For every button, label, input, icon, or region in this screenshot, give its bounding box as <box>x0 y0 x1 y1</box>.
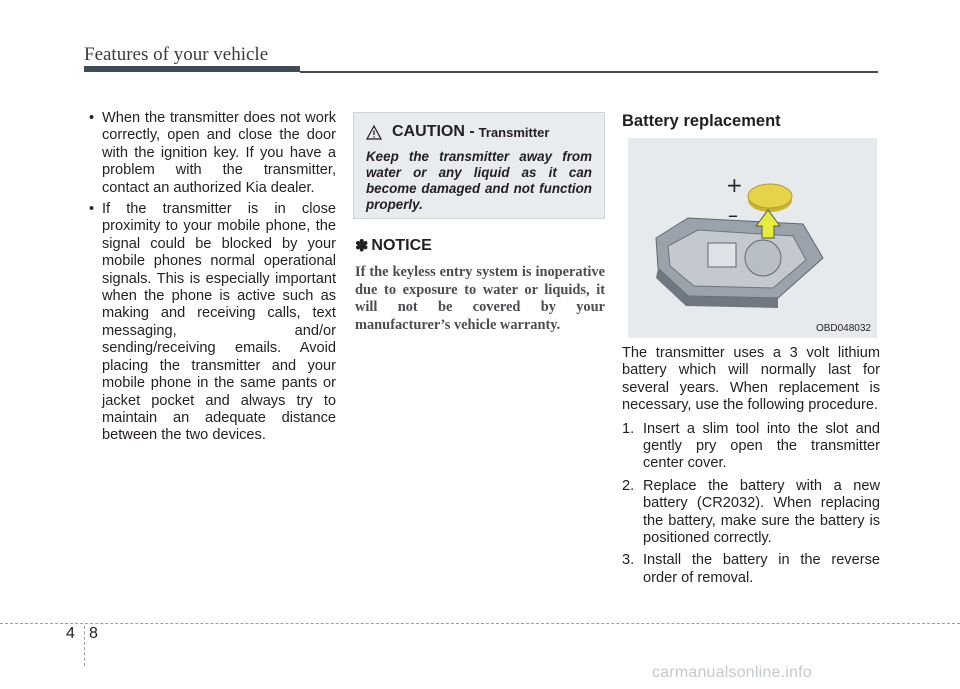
battery-section-title: Battery replacement <box>622 112 781 130</box>
footer-divider <box>84 626 85 666</box>
chapter-number: 4 <box>66 625 75 642</box>
figure-minus-sign: – <box>728 203 738 227</box>
step-item <box>622 478 880 548</box>
figure-plus-sign: + <box>726 173 743 197</box>
caution-box <box>353 112 605 219</box>
transmitter-battery-illustration <box>628 138 877 338</box>
header-accent-bar <box>84 66 300 72</box>
bullet-list <box>86 110 336 445</box>
step-number: 1. <box>622 420 635 437</box>
left-column <box>86 110 336 449</box>
step-list <box>622 421 880 588</box>
battery-instructions <box>622 345 880 592</box>
step-item <box>622 552 880 587</box>
step-item <box>622 421 880 473</box>
bullet-item: • When the transmitter does not work correctly, open and close the door with the ignition key. If you have a problem with the transmitter, contact an authorized Kia dealer. <box>86 110 336 197</box>
warning-triangle-icon <box>366 125 382 140</box>
step-text: Install the battery in the reverse order of removal. <box>643 552 880 586</box>
caution-header <box>366 123 592 141</box>
battery-figure <box>628 138 877 338</box>
footer-rule <box>0 623 960 624</box>
notice-section <box>355 236 605 334</box>
page-number: 8 <box>89 625 98 642</box>
step-text: Insert a slim tool into the slot and gently pry open the transmitter center cover. <box>643 420 880 472</box>
notice-star-icon: ✽ <box>355 238 369 255</box>
caution-title: CAUTION - <box>392 123 475 140</box>
figure-code: OBD048032 <box>815 323 871 334</box>
step-text: Replace the battery with a new battery (CR2032). When replacing the battery, make sure the battery is positioned correctly. <box>643 477 880 547</box>
notice-title: NOTICE <box>371 237 432 254</box>
bullet-item: • If the transmitter is in close proximity to your mobile phone, the signal could be blocked by your mobile phones normal operational signals. This is especially important when the phone is active such as making and receiving calls, text messaging, and/or sending/receiving emails. Avoid placing the transmitter and your mobile phone in the same pants or jacket pocket and always try to maintain an adequate distance between the two devices. <box>86 201 336 445</box>
step-number: 2. <box>622 477 635 494</box>
header-rule <box>300 71 878 73</box>
battery-intro: The transmitter uses a 3 volt lithium battery which will normally last for several years. When replacement is necessary, use the following procedure. <box>622 345 880 414</box>
caution-body: Keep the transmitter away from water or any liquid as it can become damaged and not function properly. <box>366 149 592 212</box>
step-number: 3. <box>622 552 635 569</box>
caution-subtitle: Transmitter <box>478 124 550 140</box>
watermark: carmanualsonline.info <box>652 664 812 681</box>
page-header-title: Features of your vehicle <box>84 44 269 65</box>
notice-header <box>355 236 605 256</box>
notice-body: If the keyless entry system is inoperative due to exposure to water or liquids, it will not be covered by your manufacturer’s vehicle warranty. <box>355 264 605 333</box>
right-column <box>622 110 880 131</box>
